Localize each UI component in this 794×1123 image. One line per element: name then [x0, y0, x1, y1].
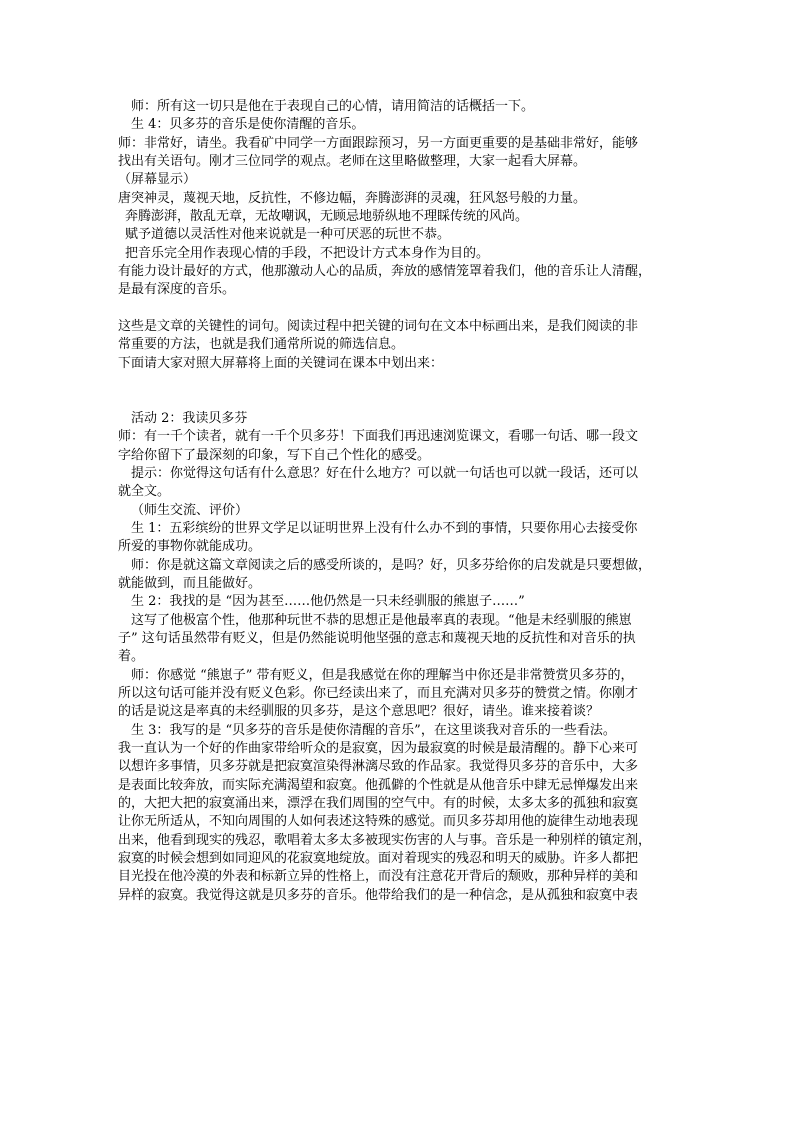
- text-line: 师：所有这一切只是他在于表现自己的心情，请用简洁的话概括一下。: [131, 99, 535, 114]
- text-line: （屏幕显示）: [118, 172, 197, 188]
- text-line: 生 2：我找的是 “因为甚至……他仍然是一只未经驯服的熊崽子……”: [131, 594, 525, 610]
- text-line: 异样的寂寞。我觉得这就是贝多芬的音乐。他带给我们的是一种信念，是从孤独和寂寞中表: [118, 887, 639, 903]
- text-line: 奔腾澎湃，散乱无章，无故嘲讽，无顾忌地骄纵地不理睬传统的风尚。: [125, 209, 529, 225]
- section-heading: 活动 2：我读贝多芬: [131, 410, 248, 426]
- text-line: 着。: [118, 649, 145, 665]
- text-line: 我一直认为一个好的作曲家带给听众的是寂寞，因为最寂寞的时候是最清醒的。静下心来可: [118, 741, 639, 757]
- text-line: 师：非常好，请坐。我看矿中同学一方面跟踪预习，另一方面更重要的是基础非常好，能够: [118, 135, 639, 151]
- text-line: 提示：你觉得这句话有什么意思？好在什么地方？可以就一句话也可以就一段话，还可以: [131, 465, 639, 481]
- text-line: 子” 这句话虽然带有贬义，但是仍然能说明他坚强的意志和蔑视天地的反抗性和对音乐的执: [118, 630, 636, 646]
- text-line: 生 4：贝多芬的音乐是使你清醒的音乐。: [131, 117, 365, 133]
- text-line: 就全文。: [118, 484, 171, 500]
- text-line: 出来，他看到现实的残忍，歌唱着太多太多被现实伤害的人与事。音乐是一种别样的镇定剂，: [118, 832, 652, 848]
- text-line: 就能做到，而且能做好。: [118, 575, 262, 591]
- text-line: 这些是文章的关键性的词句。阅读过程中把关键的词句在文本中标画出来，是我们阅读的非: [118, 319, 639, 335]
- text-line: 师：有一千个读者，就有一千个贝多芬！下面我们再迅速浏览课文，看哪一句话、哪一段文: [118, 429, 639, 445]
- text-line: 生 1：五彩缤纷的世界文学足以证明世界上没有什么办不到的事情，只要你用心去接受你: [131, 520, 638, 536]
- text-line: 把音乐完全用作表现心情的手段，不把设计方式本身作为目的。: [125, 245, 490, 261]
- text-line: 师：你是就这篇文章阅读之后的感受所谈的，是吗？好，贝多芬给你的启发就是只要想做，: [131, 557, 652, 573]
- text-line: 是表面比较奔放，而实际充满渴望和寂寞。他孤僻的个性就是从他音乐中肆无忌惮爆发出来: [118, 777, 639, 793]
- text-line: 以想许多事情，贝多芬就是把寂寞渲染得淋漓尽致的作品家。我觉得贝多芬的音乐中，大多: [118, 759, 639, 775]
- text-line: 寂寞的时候会想到如同迎风的花寂寞地绽放。面对着现实的残忍和明天的威胁。许多人都把: [118, 851, 639, 867]
- text-line: 常重要的方法，也就是我们通常所说的筛选信息。: [118, 337, 405, 353]
- text-line: 目光投在他冷漠的外表和标新立异的性格上，而没有注意花开背后的颓败，那种异样的美和: [118, 869, 639, 885]
- text-line: 下面请大家对照大屏幕将上面的关键词在课本中划出来：: [118, 355, 444, 371]
- paragraph-gap: [118, 300, 678, 318]
- text-line: 所以这句话可能并没有贬义色彩。你已经读出来了，而且充满对贝多芬的赞赏之情。你刚才: [118, 686, 639, 701]
- text-line: 所爱的事物你就能成功。: [118, 539, 262, 555]
- text-line: 生 3：我写的是 “贝多芬的音乐是使你清醒的音乐”，在这里谈我对音乐的一些看法。: [131, 722, 616, 738]
- text-line: 的，大把大把的寂寞涌出来，漂浮在我们周围的空气中。有的时候，太多太多的孤独和寂寞: [118, 796, 639, 812]
- paragraph-gap: [118, 373, 678, 410]
- text-line: 赋予道德以灵活性对他来说就是一种可厌恶的玩世不恭。: [125, 227, 451, 243]
- text-line: （师生交流、评价）: [131, 502, 249, 518]
- text-line: 的话是说这是率真的未经驯服的贝多芬，是这个意思吧？很好，请坐。谁来接着谈？: [118, 704, 600, 720]
- text-line: 师：你感觉 “熊崽子” 带有贬义，但是我感觉在你的理解当中你还是非常赞赏贝多芬的，: [131, 667, 634, 683]
- text-line: 这写了他极富个性，他那种玩世不恭的思想正是他最率真的表现。“他是未经驯服的熊崽: [131, 612, 632, 628]
- text-line: 唐突神灵，蔑视天地，反抗性，不修边幅，奔腾澎湃的灵魂，狂风怒号般的力量。: [118, 190, 587, 206]
- text-line: 让你无所适从，不知向周围的人如何表述这特殊的感觉。而贝多芬却用他的旋律生动地表现: [118, 814, 639, 830]
- text-line: 有能力设计最好的方式，他那激动人心的品质，奔放的感情笼罩着我们，他的音乐让人清醒，: [118, 264, 652, 280]
- text-line: 字给你留下了最深刻的印象，写下自己个性化的感受。: [118, 447, 431, 463]
- text-line: 是最有深度的音乐。: [118, 282, 236, 298]
- text-line: 找出有关语句。刚才三位同学的观点。老师在这里略做整理，大家一起看大屏幕。: [118, 154, 587, 170]
- document-page: [118, 98, 678, 905]
